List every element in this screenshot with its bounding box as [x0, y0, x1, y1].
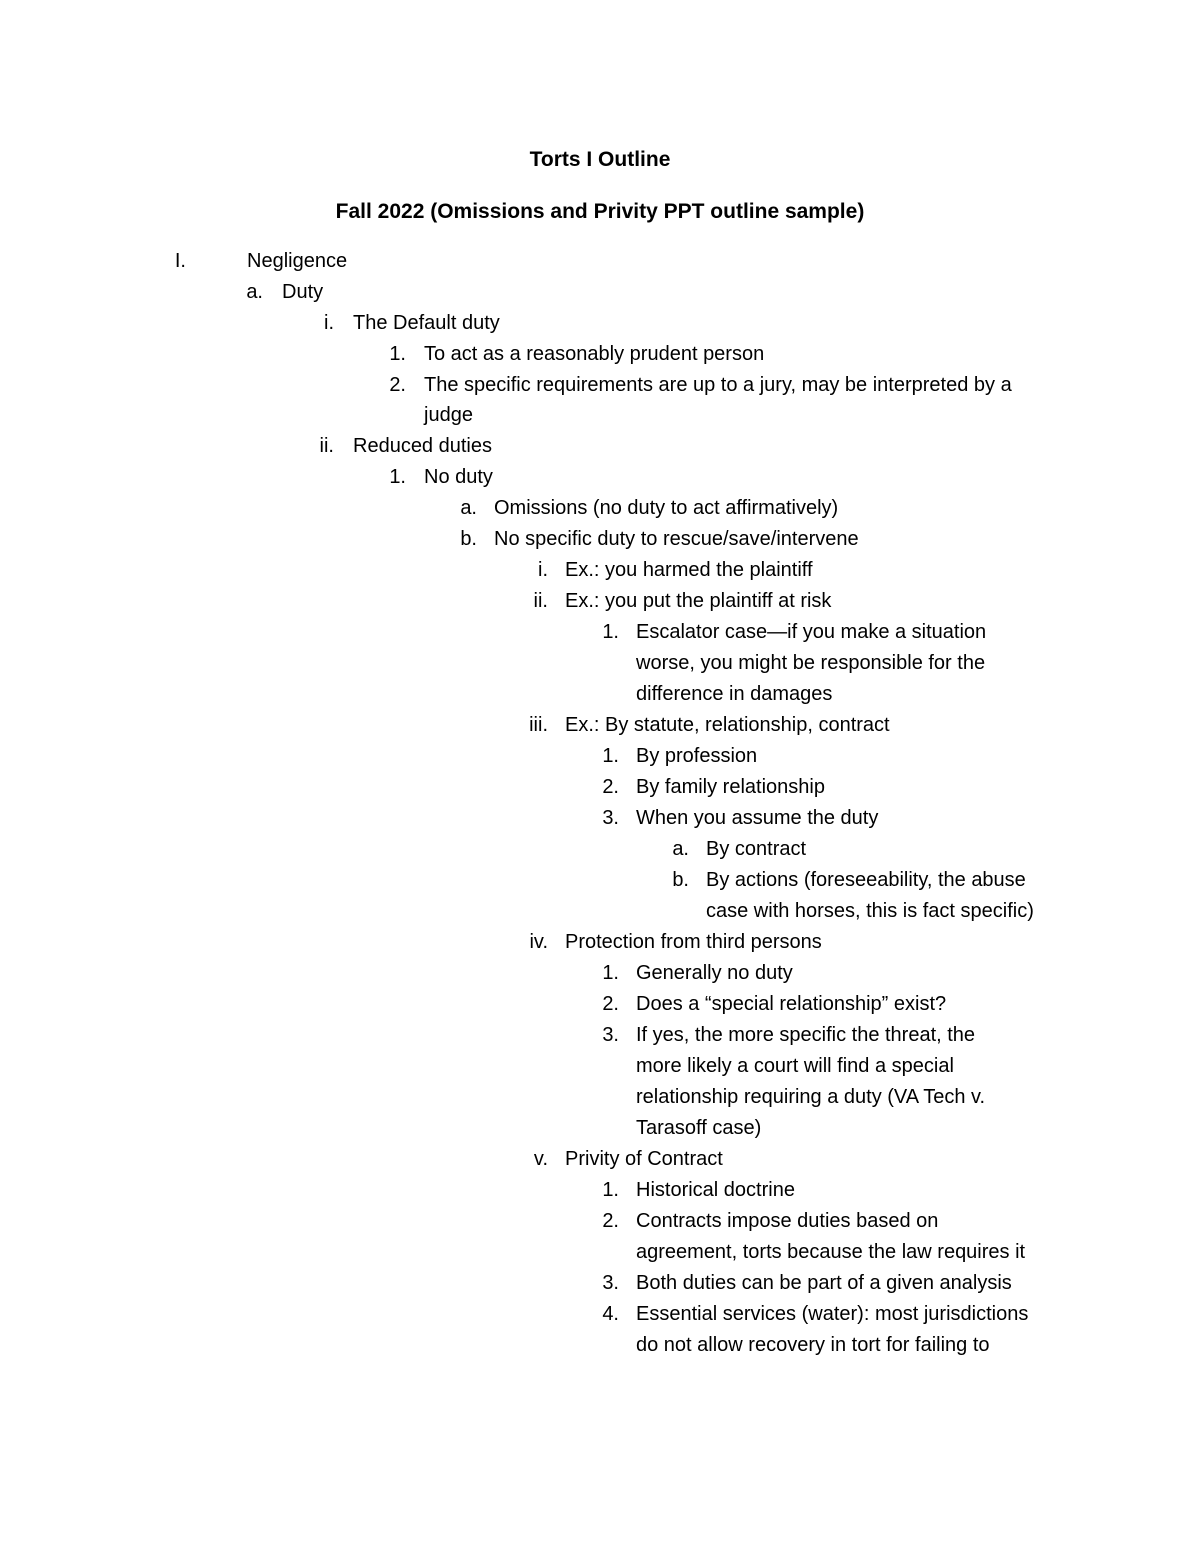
outline-item-text: If yes, the more specific the threat, the — [636, 1024, 976, 1046]
outline-item-text: Duty — [282, 281, 324, 303]
outline-item-text: Ex.: By statute, relationship, contract — [565, 714, 890, 736]
outline-item-text: Protection from third persons — [565, 931, 822, 953]
outline-item-text: By family relationship — [636, 776, 825, 798]
outline-item-text: do not allow recovery in tort for failing to — [636, 1334, 990, 1356]
outline-item-text: When you assume the duty — [636, 807, 879, 829]
outline-item-text: Reduced duties — [353, 435, 492, 457]
outline-item-text: Contracts impose duties based on — [636, 1210, 939, 1232]
outline-marker: 4. — [602, 1303, 619, 1325]
outline-marker: 1. — [602, 962, 619, 984]
outline-item-text: agreement, torts because the law requires it — [636, 1241, 1026, 1263]
outline-marker: 1. — [389, 343, 406, 365]
outline-item-text: Historical doctrine — [636, 1179, 795, 1201]
outline-item-text: No duty — [424, 466, 493, 488]
outline-item-text: Negligence — [247, 250, 348, 272]
outline-item-text: relationship requiring a duty (VA Tech v. — [636, 1086, 986, 1108]
outline-marker: 1. — [602, 1179, 619, 1201]
outline-item-text: By profession — [636, 745, 758, 767]
outline-item-text: By actions (foreseeability, the abuse — [706, 869, 1026, 891]
outline-item-text: Tarasoff case) — [636, 1117, 762, 1139]
outline-item-text: The Default duty — [353, 312, 500, 334]
outline-marker: 1. — [389, 466, 406, 488]
outline-item-text: judge — [424, 404, 473, 426]
document-subtitle: Fall 2022 (Omissions and Privity PPT outline sample) — [335, 200, 865, 223]
outline-marker: 1. — [602, 745, 619, 767]
outline-marker: b. — [672, 869, 689, 891]
outline-marker: I. — [174, 250, 186, 272]
outline-marker: i. — [324, 312, 334, 334]
outline-marker: iii. — [529, 714, 548, 736]
outline-item-text: Omissions (no duty to act affirmatively) — [494, 497, 839, 519]
outline-item-text: difference in damages — [636, 683, 833, 705]
outline-item-text: Ex.: you put the plaintiff at risk — [565, 590, 832, 612]
outline-marker: 3. — [602, 1272, 619, 1294]
outline-marker: ii. — [533, 590, 548, 612]
outline-marker: 2. — [602, 993, 619, 1015]
outline-marker: 2. — [602, 1210, 619, 1232]
outline-item-text: Generally no duty — [636, 962, 793, 984]
outline-marker: 2. — [389, 374, 406, 396]
outline-marker: ii. — [319, 435, 334, 457]
outline-marker: b. — [460, 528, 477, 550]
outline-item-text: Ex.: you harmed the plaintiff — [565, 559, 813, 581]
outline-item-text: Both duties can be part of a given analysis — [636, 1272, 1012, 1294]
outline-marker: a. — [672, 838, 689, 860]
outline-item-text: case with horses, this is fact specific) — [706, 900, 1034, 922]
outline-item-text: The specific requirements are up to a jury, may be interpreted by a — [424, 374, 1012, 396]
outline-marker: a. — [460, 497, 477, 519]
outline-marker: 2. — [602, 776, 619, 798]
outline-item-text: By contract — [706, 838, 807, 860]
outline-marker: 3. — [602, 1024, 619, 1046]
outline-marker: v. — [533, 1148, 548, 1170]
outline-item-text: Privity of Contract — [565, 1148, 723, 1170]
outline-item-text: To act as a reasonably prudent person — [424, 343, 765, 365]
outline-item-text: worse, you might be responsible for the — [636, 652, 986, 674]
outline-item-text: more likely a court will find a special — [636, 1055, 954, 1077]
outline-marker: iv. — [529, 931, 548, 953]
outline-marker: 3. — [602, 807, 619, 829]
outline-item-text: Escalator case—if you make a situation — [636, 621, 987, 643]
outline-item-text: Does a “special relationship” exist? — [636, 993, 947, 1015]
outline-item-text: No specific duty to rescue/save/intervene — [494, 528, 859, 550]
outline-marker: i. — [538, 559, 548, 581]
outline-marker: 1. — [602, 621, 619, 643]
outline-item-text: Essential services (water): most jurisdictions — [636, 1303, 1029, 1325]
document-title: Torts I Outline — [529, 148, 671, 171]
outline-marker: a. — [246, 281, 263, 303]
